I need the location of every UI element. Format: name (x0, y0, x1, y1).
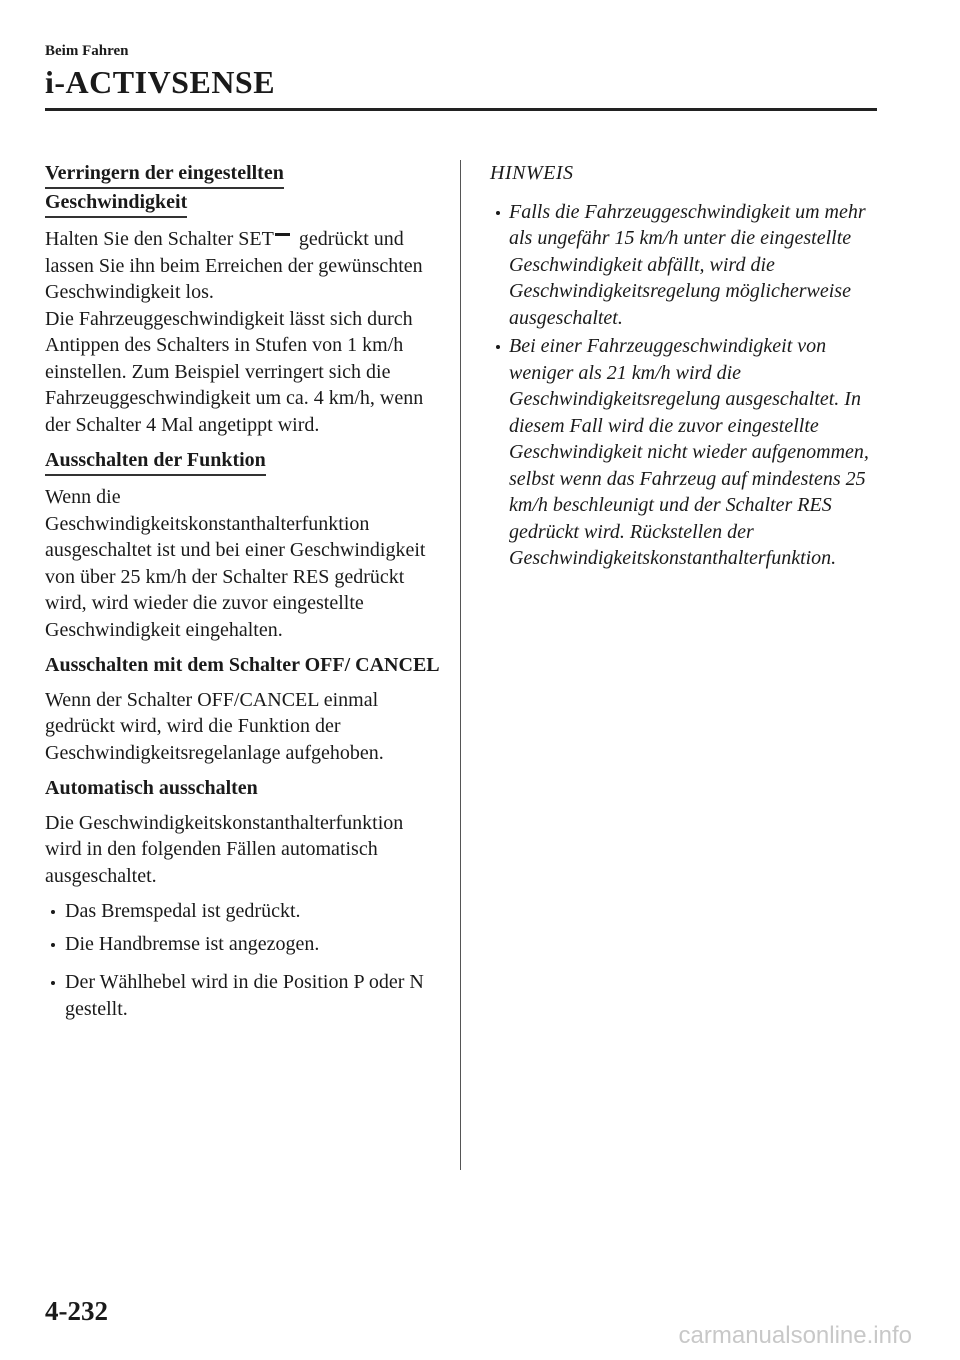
list-item (490, 333, 890, 572)
cancel-switch-heading: Ausschalten mit dem Schalter OFF/ CANCEL (45, 654, 440, 676)
list-item-text: Die Handbremse ist angezogen. (65, 932, 320, 955)
reduce-speed-heading (45, 160, 440, 218)
list-item-text: Der Wählhebel wird in die Position P oder N gestellt. (65, 971, 424, 1020)
reduce-speed-example: Die Fahrzeuggeschwindigkeit lässt sich durch Antippen des Schalters in Stufen von 1 km/h einstellen. Zum Beispiel verringert sich die Fahrzeuggeschwindigkeit um ca. 4 km/h, wenn der Schalter 4 Mal angetippt wird. (45, 307, 424, 436)
reduce-speed-paragraph (45, 226, 440, 438)
column-divider (460, 160, 461, 1170)
bullet-icon (496, 211, 500, 215)
function-off-paragraph: Wenn die Geschwindigkeitskonstanthalterfunktion ausgeschaltet ist und bei einer Geschwindigkeit von über 25 km/h der Schalter RES gedrückt wird, wird wieder die zuvor eingestellte Geschwindigkeit eingehalten. (45, 486, 426, 641)
reduce-speed-text-before: Halten Sie den Schalter SET (45, 228, 274, 250)
reduce-speed-heading-line1: Verringern der eingestellten (45, 160, 284, 189)
cancel-switch-paragraph: Wenn der Schalter OFF/CANCEL einmal gedrückt wird, wird die Funktion der Geschwindigkeitsregelanlage aufgehoben. (45, 688, 384, 764)
bullet-icon (51, 910, 55, 914)
header-divider (45, 108, 877, 111)
list-item (45, 931, 440, 958)
bullet-icon (51, 943, 55, 947)
chapter-title: Beim Fahren (45, 43, 129, 59)
left-column (45, 160, 440, 1028)
list-item-text: Bei einer Fahrzeuggeschwindigkeit von weniger als 21 km/h wird die Geschwindigkeitsregelung ausgeschaltet. In diesem Fall wird die zuvor eingestellte Geschwindigkeit nicht wieder aufgenommen, selbst wenn das Fahrzeug auf mindestens 25 km/h beschleunigt und der Schalter RES gedrückt wird. Rückstellen der Geschwindigkeitskonstanthalterfunktion. (509, 335, 869, 569)
auto-off-heading: Automatisch ausschalten (45, 777, 258, 799)
bullet-icon (51, 981, 55, 985)
function-off-heading: Ausschalten der Funktion (45, 447, 266, 476)
note-column (490, 160, 890, 578)
auto-off-list (45, 898, 440, 1022)
note-list (490, 199, 890, 572)
note-label: HINWEIS (490, 162, 574, 184)
watermark: carmanualsonline.info (678, 1322, 912, 1349)
minus-icon (275, 233, 290, 236)
bullet-icon (496, 345, 500, 349)
page-number: 4-232 (45, 1296, 108, 1326)
page-header (45, 42, 877, 101)
auto-off-paragraph: Die Geschwindigkeitskonstanthalterfunktion wird in den folgenden Fällen automatisch ausgeschaltet. (45, 811, 404, 887)
function-off-heading-block (45, 447, 440, 476)
section-title: i-ACTIVSENSE (45, 64, 276, 100)
list-item-text: Das Bremspedal ist gedrückt. (65, 900, 301, 922)
reduce-speed-heading-line2: Geschwindigkeit (45, 189, 187, 218)
list-item-text: Falls die Fahrzeuggeschwindigkeit um mehr als ungefähr 15 km/h unter die eingestellte Geschwindigkeit abfällt, wird die Geschwindigkeitsregelung möglicherweise ausgeschaltet. (509, 200, 866, 329)
list-item (45, 969, 440, 1022)
list-item (490, 199, 890, 332)
reduce-speed-text-after: gedrückt und lassen Sie ihn beim Erreichen der gewünschten Geschwindigkeit los. (45, 228, 423, 303)
list-item (45, 898, 440, 925)
